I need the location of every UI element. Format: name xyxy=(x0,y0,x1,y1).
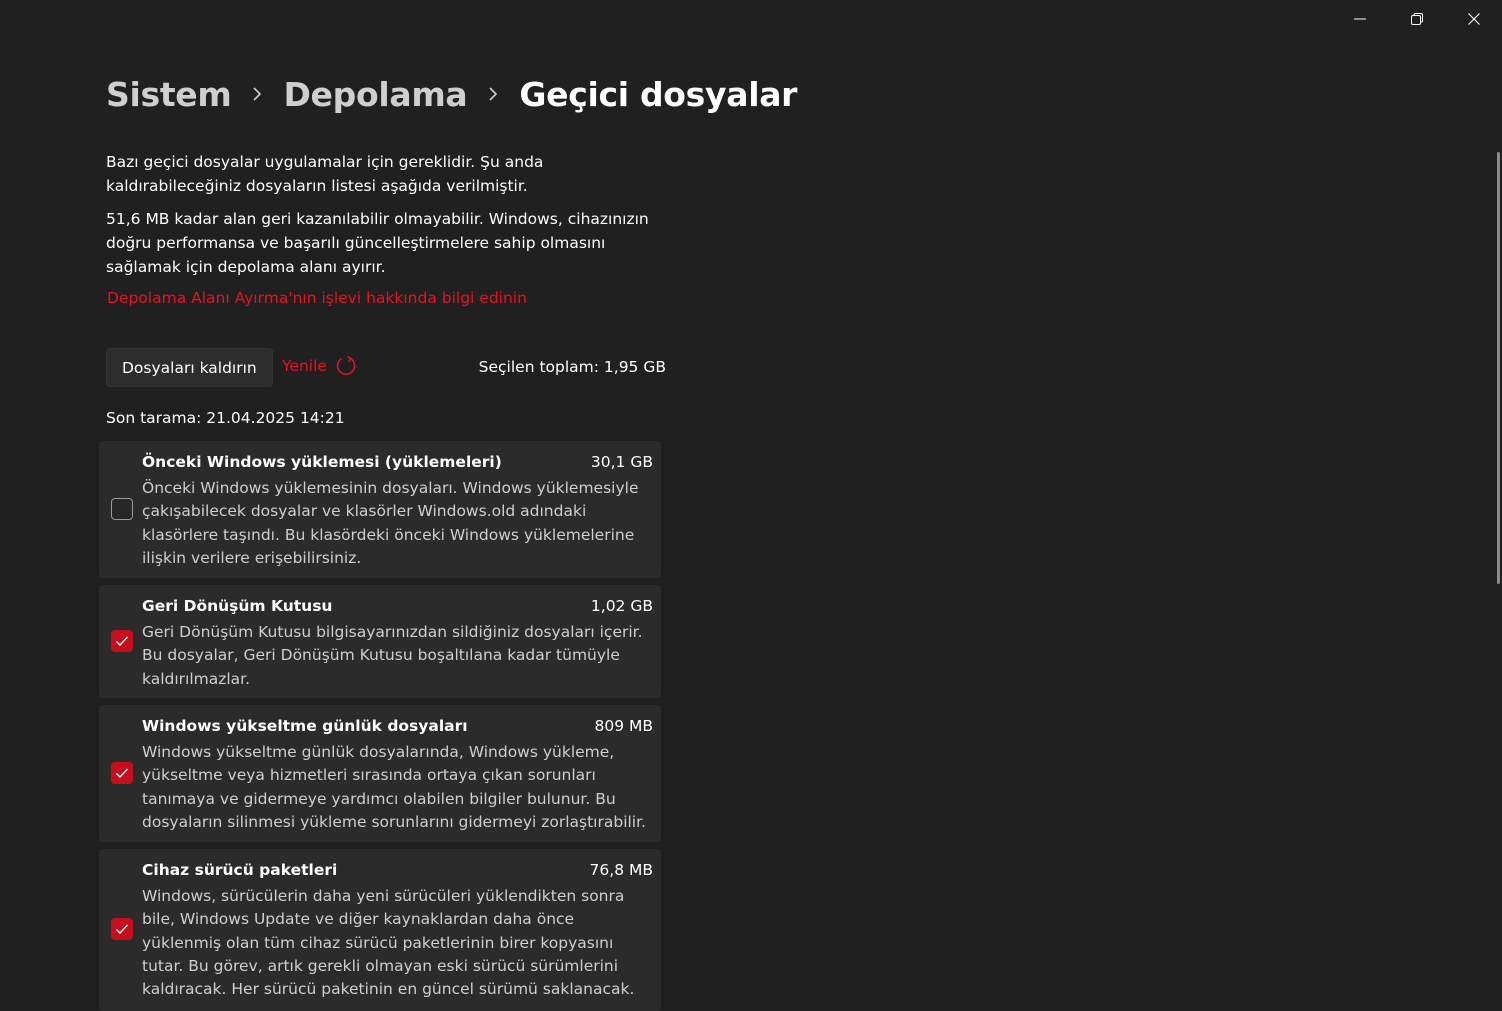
item-title: Windows yükseltme günlük dosyaları xyxy=(142,717,468,735)
list-item xyxy=(99,441,661,578)
minimize-icon xyxy=(1354,13,1366,25)
refresh-icon xyxy=(335,355,357,377)
checkmark-icon xyxy=(115,923,129,935)
breadcrumb-item-sistem[interactable]: Sistem xyxy=(106,74,232,114)
item-size: 30,1 GB xyxy=(590,453,653,471)
actions-bar xyxy=(106,348,666,388)
item-checkbox[interactable] xyxy=(111,630,133,652)
item-title: Önceki Windows yüklemesi (yüklemeleri) xyxy=(142,453,502,471)
close-icon xyxy=(1468,13,1480,25)
last-scan-label: Son tarama: 21.04.2025 14:21 xyxy=(106,409,345,427)
item-size: 1,02 GB xyxy=(590,597,653,615)
chevron-right-icon xyxy=(467,86,519,102)
restore-button[interactable] xyxy=(1388,0,1445,38)
checkmark-icon xyxy=(115,635,129,647)
vertical-scrollbar[interactable] xyxy=(1497,152,1500,584)
item-size: 809 MB xyxy=(594,717,653,735)
list-item xyxy=(99,849,661,1011)
item-description: Windows yükseltme günlük dosyalarında, Windows yükleme, yükseltme veya hizmetleri sırasında ortaya çıkan sorunları tanımaya ve gidermeye yardımcı olabilen bilgiler bulunur. Bu dosyaların silinmesi yükleme sorunlarını gidermeyi zorlaştırabilir. xyxy=(142,743,646,831)
item-title: Cihaz sürücü paketleri xyxy=(142,861,338,879)
selected-total: Seçilen toplam: 1,95 GB xyxy=(478,358,666,376)
item-size: 76,8 MB xyxy=(589,861,653,879)
chevron-right-icon xyxy=(231,86,283,102)
item-description: Geri Dönüşüm Kutusu bilgisayarınızdan sildiğiniz dosyaları içerir. Bu dosyalar, Geri Dönüşüm Kutusu boşaltılana kadar tümüyle kaldırılmazlar. xyxy=(142,623,643,688)
intro-paragraph-1: Bazı geçici dosyalar uygulamalar için gereklidir. Şu anda kaldırabileceğiniz dosyaların listesi aşağıda verilmiştir. xyxy=(106,153,544,195)
intro-paragraph-2: 51,6 MB kadar alan geri kazanılabilir olmayabilir. Windows, cihazınızın doğru performansa ve başarılı güncelleştirmelere sahip olmasını sağlamak için depolama alanı ayırır. xyxy=(106,210,649,276)
item-checkbox[interactable] xyxy=(111,918,133,940)
item-title: Geri Dönüşüm Kutusu xyxy=(142,597,333,615)
restore-icon xyxy=(1411,13,1423,25)
page-title: Geçici dosyalar xyxy=(519,74,798,114)
refresh-button[interactable] xyxy=(282,355,357,377)
checkmark-icon xyxy=(115,767,129,779)
close-button[interactable] xyxy=(1445,0,1502,38)
item-description: Önceki Windows yüklemesinin dosyaları. Windows yüklemesiyle çakışabilecek dosyalar ve klasörler Windows.old adındaki klasörlere taşındı. Bu klasördeki önceki Windows yüklemelerine ilişkin verilere erişebilirsiniz. xyxy=(142,479,639,567)
refresh-label: Yenile xyxy=(282,357,327,375)
minimize-button[interactable] xyxy=(1331,0,1388,38)
title-bar-controls xyxy=(1331,0,1502,38)
breadcrumb xyxy=(106,70,797,118)
item-description: Windows, sürücülerin daha yeni sürücüleri yüklendikten sonra bile, Windows Update ve diğer kaynaklardan daha önce yüklenmiş olan tüm cihaz sürücü paketlerinin birer kopyasını tutar. Bu görev, artık gerekli olmayan eski sürücü sürümlerini kaldıracak. Her sürücü paketinin en güncel sürümü saklanacak. xyxy=(142,887,635,999)
remove-files-button[interactable]: Dosyaları kaldırın xyxy=(106,348,273,387)
list-item xyxy=(99,705,661,842)
storage-reserve-info-link[interactable]: Depolama Alanı Ayırma'nın işlevi hakkında bilgi edinin xyxy=(107,289,527,307)
item-checkbox[interactable] xyxy=(111,498,133,520)
breadcrumb-item-depolama[interactable]: Depolama xyxy=(283,74,468,114)
item-checkbox[interactable] xyxy=(111,762,133,784)
list-item xyxy=(99,585,661,698)
